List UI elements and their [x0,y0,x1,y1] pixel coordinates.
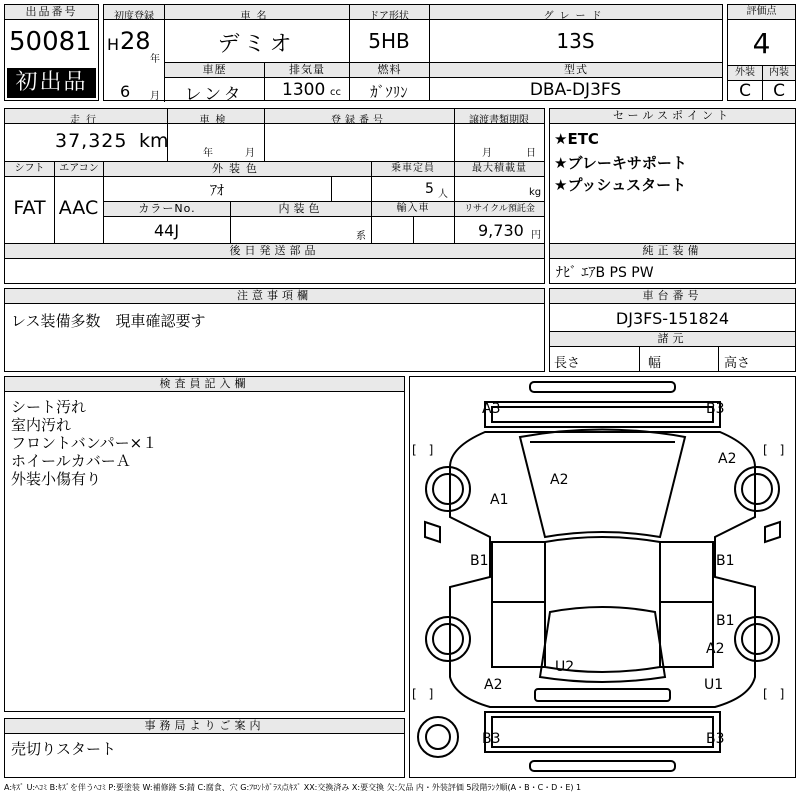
car-diagram [409,376,796,778]
mileage-unit: km [139,130,169,152]
vehicle-info-box [103,4,723,105]
era: H [107,35,120,54]
recycle-label: リサイクル預託金 [455,202,544,216]
height-label: 高さ [724,356,751,371]
mileage: 37,325 [55,130,128,152]
first-reg-month: 6 [120,82,131,101]
inspector-line: 外装小傷有り [11,470,102,488]
transfer-day-unit: 日 [526,148,536,159]
car-diagram-drawing [410,377,795,777]
lot-number: 50081 [9,27,92,57]
score: 4 [752,27,771,60]
color-no-label: カラーNo. [104,202,230,216]
history-label: 車歴 [165,63,264,77]
car-name-label: 車名 [240,11,273,22]
inspector-line: シート汚れ [11,398,87,416]
damage-mark: U1 [704,677,724,693]
sales-points-label: セールスポイント [550,109,795,124]
inspector-label: 検査員記入欄 [5,377,404,392]
fuel-label: 燃料 [350,63,429,77]
bracket-mark: [ ] [763,443,785,457]
notes-text: レス装備多数 現車確認要す [11,312,206,330]
history: レンタ [184,85,244,105]
notes-box [4,288,545,372]
model: DBA-DJ3FS [529,80,622,100]
first-reg-year: 28 [120,27,151,55]
interior-grade: C [773,81,785,101]
inspector-line: 室内汚れ [11,416,72,434]
damage-mark: A2 [706,641,725,657]
color-no: 44J [153,221,180,240]
ac-label: エアコン [55,162,103,176]
details-box [4,108,545,284]
import-label: 輸入車 [372,202,454,216]
sales-point-item: ★プッシュスタート [554,176,687,194]
specs-label: 諸元 [550,332,795,346]
office-text: 売切りスタート [11,740,117,758]
ext-color-label: 外装色 [104,162,371,176]
damage-mark: A1 [490,492,509,508]
ext-color: ｱｵ [210,183,224,199]
max-load-unit: kg [529,187,542,198]
damage-mark: A3 [482,401,501,417]
int-color-label: 内装色 [231,202,371,216]
recycle-amount: 9,730 [478,221,524,240]
chassis-label: 車台番号 [550,289,795,304]
inspection-month-unit: 月 [245,148,255,159]
grade: 13S [556,29,595,53]
exterior-grade: C [739,81,751,101]
bracket-mark: [ ] [763,687,785,701]
damage-mark: B3 [706,731,725,747]
max-load-label: 最大積載量 [455,162,544,176]
notes-label: 注意事項欄 [5,289,544,304]
inspection-label: 車検 [199,115,232,126]
inspector-line: フロントバンパー×１ [11,434,158,452]
sales-points-box [549,108,796,284]
damage-mark: B1 [470,553,489,569]
width-label: 幅 [648,356,662,371]
damage-mark: B3 [706,401,725,417]
recycle-unit: 円 [531,230,541,241]
damage-mark: B3 [482,731,501,747]
first-listing-badge: 初出品 [7,68,96,98]
exterior-label: 外装 [728,66,762,80]
legend-text: A:ｷｽﾞ U:ﾍｺﾐ B:ｷｽﾞを伴うﾍｺﾐ P:要塗装 W:補修跡 S:錆 C:腐食、穴 G:ﾌﾛﾝﾄｶﾞﾗｽ点ｷｽﾞ XX:交換済み X:要交換 欠:欠品 内・外装評価 5段階ﾗﾝｸ順(A・B・C・D・E) 1 [4,783,582,792]
door-type: 5HB [368,29,410,53]
interior-label: 内装 [763,66,795,80]
month-unit: 月 [150,91,160,102]
damage-mark: A2 [718,451,737,467]
genuine-equipment: ﾅﾋﾞ ｴｱB PS PW [556,265,654,281]
sales-point-item: ★ETC [554,130,599,148]
score-box [727,4,796,101]
model-label: 型式 [430,63,722,77]
damage-mark: A2 [484,677,503,693]
bracket-mark: [ ] [412,443,434,457]
displacement-unit: cc [330,87,341,98]
year-unit: 年 [150,54,160,65]
int-color-unit: 系 [356,231,366,242]
shift: FAT [13,197,46,219]
score-label: 評価点 [728,5,795,20]
genuine-equipment-label: 純正装備 [550,244,795,258]
office-label: 事務局よりご案内 [5,719,404,734]
damage-mark: B1 [716,613,735,629]
capacity-label: 乗車定員 [372,162,454,176]
transfer-label: 譲渡書類期限 [469,115,529,126]
reg-no-label: 登録番号 [331,115,387,126]
chassis-number: DJ3FS-151824 [615,309,730,328]
damage-mark: A2 [550,472,569,488]
capacity: 5 [425,181,434,197]
sales-point-item: ★ブレーキサポート [554,154,687,172]
grade-label: グレード [543,11,608,22]
displacement-label: 排気量 [265,63,349,77]
lot-number-label: 出品番号 [5,5,98,20]
damage-mark: U2 [555,659,575,675]
capacity-unit: 人 [438,189,448,200]
door-label: ドア形状 [369,11,409,22]
inspector-box [4,376,405,712]
mileage-label: 走行 [70,115,102,126]
damage-mark: B1 [716,553,735,569]
office-box [4,718,405,778]
ac: AAC [58,197,99,219]
car-name: デミオ [217,32,296,57]
fuel: ｶﾞｿﾘﾝ [370,83,408,101]
lot-number-box [4,4,99,101]
transfer-month-unit: 月 [482,148,492,159]
inspector-line: ホイールカバーＡ [11,452,131,470]
chassis-box [549,288,796,372]
first-reg-label: 初度登録 [114,11,154,22]
shift-label: シフト [5,162,54,176]
inspection-year-unit: 年 [203,148,213,159]
displacement: 1300 [282,80,326,100]
bracket-mark: [ ] [412,687,434,701]
later-parts-label: 後日発送部品 [5,244,544,258]
length-label: 長さ [554,356,581,371]
